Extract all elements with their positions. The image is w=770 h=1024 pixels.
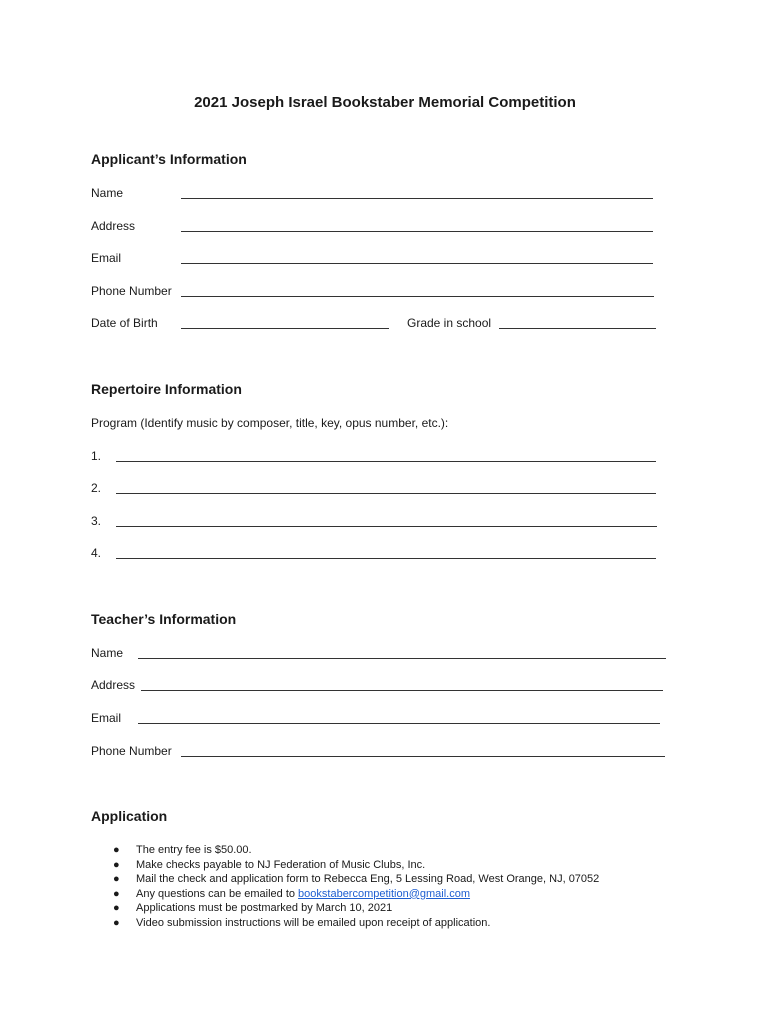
- bullet-icon: ●: [113, 844, 120, 856]
- list-item: [113, 843, 599, 858]
- teacher-address-field[interactable]: [141, 690, 663, 691]
- teacher-phone-label: Phone Number: [91, 744, 172, 758]
- questions-email-link[interactable]: bookstabercompetition@gmail.com: [298, 887, 471, 900]
- teacher-heading: Teacher’s Information: [91, 611, 237, 627]
- repertoire-item-number: 1.: [91, 449, 102, 463]
- teacher-address-label: Address: [91, 678, 136, 692]
- repertoire-item-field[interactable]: [116, 461, 656, 462]
- repertoire-heading: Repertoire Information: [91, 381, 242, 397]
- applicant-heading: Applicant’s Information: [91, 151, 247, 167]
- application-heading: Application: [91, 808, 168, 824]
- teacher-phone-field[interactable]: [181, 756, 665, 757]
- questions-prefix: Any questions can be emailed to: [136, 887, 299, 900]
- applicant-name-label: Name: [91, 186, 124, 200]
- repertoire-item-number: 2.: [91, 481, 102, 495]
- applicant-address-field[interactable]: [181, 231, 653, 232]
- bullet-icon: ●: [113, 873, 120, 886]
- form-title: 2021 Joseph Israel Bookstaber Memorial Competition: [194, 94, 576, 111]
- repertoire-item-number: 3.: [91, 514, 102, 528]
- application-bullet-list: [113, 843, 599, 931]
- bullet-text: The entry fee is $50.00.: [136, 844, 252, 856]
- applicant-phone-label: Phone Number: [91, 284, 172, 298]
- teacher-email-field[interactable]: [138, 723, 660, 724]
- applicant-dob-field[interactable]: [181, 328, 389, 329]
- list-item: [113, 916, 599, 931]
- list-item: [113, 901, 599, 916]
- list-item: [113, 858, 599, 873]
- bullet-icon: ●: [113, 902, 120, 915]
- bullet-text: Applications must be postmarked by March 10, 2021: [136, 902, 393, 915]
- teacher-name-label: Name: [91, 646, 124, 660]
- applicant-email-field[interactable]: [181, 263, 653, 264]
- applicant-dob-label: Date of Birth: [91, 316, 158, 330]
- teacher-email-label: Email: [91, 711, 122, 725]
- applicant-grade-label: Grade in school: [407, 316, 492, 330]
- bullet-icon: ●: [113, 887, 120, 900]
- applicant-email-label: Email: [91, 251, 122, 265]
- applicant-name-field[interactable]: [181, 198, 653, 199]
- repertoire-item-number: 4.: [91, 546, 102, 560]
- bullet-icon: ●: [113, 858, 120, 871]
- bullet-text: Make checks payable to NJ Federation of Music Clubs, Inc.: [136, 858, 426, 871]
- repertoire-item-field[interactable]: [116, 493, 656, 494]
- list-item: [113, 887, 599, 902]
- bullet-text: Mail the check and application form to Rebecca Eng, 5 Lessing Road, West Orange, NJ, 07052: [136, 873, 600, 886]
- applicant-address-label: Address: [91, 219, 136, 233]
- bullet-text: Video submission instructions will be emailed upon receipt of application.: [136, 916, 491, 929]
- teacher-name-field[interactable]: [138, 658, 666, 659]
- repertoire-item-field[interactable]: [116, 526, 657, 527]
- program-instructions: Program (Identify music by composer, title, key, opus number, etc.):: [91, 416, 449, 430]
- applicant-phone-field[interactable]: [181, 296, 654, 297]
- applicant-grade-field[interactable]: [499, 328, 656, 329]
- list-item: [113, 872, 599, 887]
- bullet-icon: ●: [113, 916, 120, 929]
- repertoire-item-field[interactable]: [116, 558, 656, 559]
